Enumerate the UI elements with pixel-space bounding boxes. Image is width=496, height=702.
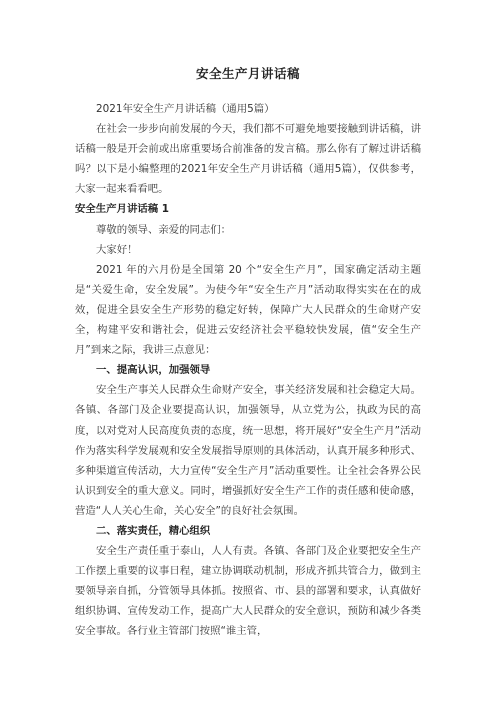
body-paragraph: 2021 年的六月份是全国第 20 个“安全生产月”，国家确定活动主题是“关爱生命，安全发展”。为使今年“安全生产月”活动取得实实在在的成效，促进全县安全生产形势的稳定好转，保障广大人民群众的生命财产安全，构建平安和谐社会，促进云安经济社会平稳较快发展，值“安全生产月”到来之际，我讲三点意见： — [75, 263, 421, 357]
document-body — [75, 99, 421, 642]
document-title: 安全生产月讲话稿 — [195, 66, 300, 81]
body-paragraph: 安全生产事关人民群众生命财产安全，事关经济发展和社会稳定大局。各镇、各部门及企业要提高认识，加强领导，从立党为公，执政为民的高度，以对党对人民高度负责的态度，统一思想，将开展好“安全生产月”活动作为落实科学发展观和安全发展指导原则的具体活动，认真开展多种形式、多种渠道宣传活动，大力宣传“安全生产月”活动重要性。让全社会各界公民认识到安全的重大意义。同时，增强抓好安全生产工作的责任感和使命感，营造“人人关心生命，关心安全”的良好社会氛围。 — [75, 384, 421, 517]
body-paragraph: 安全生产责任重于泰山，人人有责。各镇、各部门及企业要把安全生产工作摆上重要的议事日程，建立协调联动机制，形成齐抓共管合力，做到主要领导亲自抓，分管领导具体抓。按照省、市、县的部署和要求，认真做好组织协调、宣传发动工作，提高广大人民群众的安全意识，预防和减少各类安全事故。各行业主管部门按照“谁主管， — [75, 545, 421, 638]
point-heading-2: 二、落实责任，精心组织 — [96, 524, 211, 537]
subtitle-paragraph: 2021年安全生产月讲话稿（通用5篇） — [96, 103, 275, 115]
section-heading: 安全生产月讲话稿 1 — [75, 203, 169, 216]
intro-paragraph: 在社会一步步向前发展的今天，我们都不可避免地要接触到讲话稿，讲话稿一般是开会前或出席重要场合前准备的发言稿。那么你有了解过讲话稿吗？以下是小编整理的2021年安全生产月讲话稿（通用5篇），仅供参考，大家一起来看看吧。 — [75, 123, 421, 196]
point-heading-1: 一、提高认识，加强领导 — [96, 364, 211, 377]
salutation: 尊敬的领导、亲爱的同志们： — [96, 223, 232, 236]
greeting: 大家好！ — [96, 243, 138, 256]
